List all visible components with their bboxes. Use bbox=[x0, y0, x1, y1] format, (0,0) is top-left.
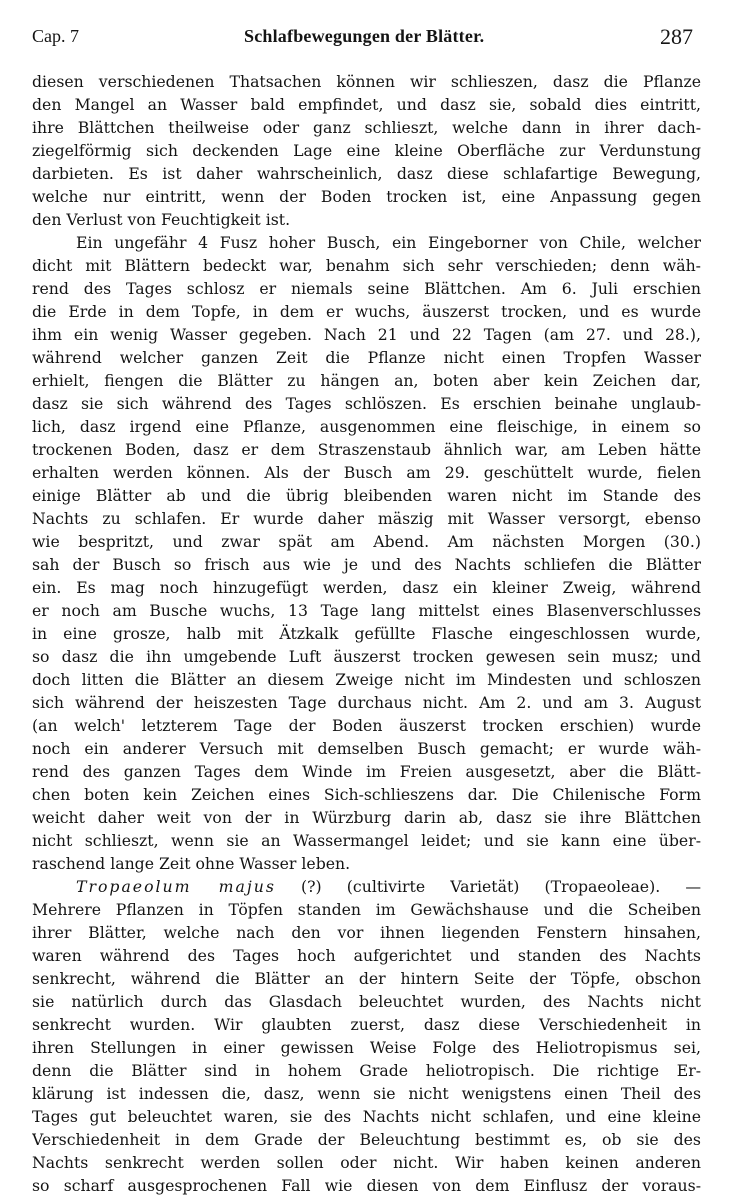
text-line: lich, dasz irgend eine Pflanze, ausgenommen eine fleischige, in einem so bbox=[32, 417, 701, 436]
page-number: 287 bbox=[660, 24, 693, 49]
text-line: rend des Tages schlosz er niemals seine Blättchen. Am 6. Juli erschien bbox=[32, 279, 701, 298]
text-line: ihre Blättchen theilweise oder ganz schlieszt, welche dann in ihrer dach- bbox=[32, 118, 701, 137]
text-line: ihrer Blätter, welche nach den vor ihnen liegenden Fenstern hinsahen, bbox=[32, 923, 701, 942]
text-line: Tages gut beleuchtet waren, sie des Nachts nicht schlafen, und eine kleine bbox=[32, 1107, 701, 1126]
text-line: ihren Stellungen in einer gewissen Weise Folge des Heliotropismus sei, bbox=[32, 1038, 701, 1057]
text-line: sich während der heiszesten Tage durchaus nicht. Am 2. und am 3. August bbox=[32, 693, 701, 712]
text-line: rend des ganzen Tages dem Winde im Freien ausgesetzt, aber die Blätt- bbox=[32, 762, 701, 781]
text-line: Verschiedenheit in dem Grade der Beleuchtung bestimmt es, ob sie des bbox=[32, 1130, 701, 1149]
text-line: Nachts senkrecht werden sollen oder nicht. Wir haben keinen anderen bbox=[32, 1153, 701, 1172]
text-line: Nachts zu schlafen. Er wurde daher mäszig mit Wasser versorgt, ebenso bbox=[32, 509, 701, 528]
text-line: in eine grosze, halb mit Ätzkalk gefüllte Flasche eingeschlossen wurde, bbox=[32, 624, 701, 643]
text-line: sah der Busch so frisch aus wie je und des Nachts schliefen die Blätter bbox=[32, 555, 701, 574]
text-line: wie bespritzt, und zwar spät am Abend. Am nächsten Morgen (30.) bbox=[32, 532, 701, 551]
text-line: darbieten. Es ist daher wahrscheinlich, dasz diese schlafartige Bewegung, bbox=[32, 164, 701, 183]
text-line: er noch am Busche wuchs, 13 Tage lang mittelst eines Blasenverschlusses bbox=[32, 601, 701, 620]
species-details: (?) (cultivirte Varietät) (Tropaeoleae). — bbox=[275, 877, 701, 896]
text-line: doch litten die Blätter an diesem Zweige nicht im Mindesten und schloszen bbox=[32, 670, 701, 689]
page-header bbox=[32, 22, 701, 54]
text-line: (an welch' letzterem Tage der Boden äuszerst trocken erschien) wurde bbox=[32, 716, 701, 735]
tropaeolum-heading-line bbox=[32, 875, 701, 898]
text-line: weicht daher weit von der in Würzburg darin ab, dasz sie ihre Blättchen bbox=[32, 808, 701, 827]
text-line: noch ein anderer Versuch mit demselben Busch gemacht; er wurde wäh- bbox=[32, 739, 701, 758]
text-line: raschend lange Zeit ohne Wasser leben. bbox=[32, 854, 351, 873]
text-line: Ein ungefähr 4 Fusz hoher Busch, ein Eingeborner von Chile, welcher bbox=[76, 233, 701, 252]
text-line: den Mangel an Wasser bald empfindet, und dasz sie, sobald dies eintritt, bbox=[32, 95, 701, 114]
text-line: welche nur eintritt, wenn der Boden trocken ist, eine Anpassung gegen bbox=[32, 187, 701, 206]
text-line: ein. Es mag noch hinzugefügt werden, dasz ein kleiner Zweig, während bbox=[32, 578, 701, 597]
species-name: Tropaeolum majus bbox=[76, 877, 276, 896]
text-line: chen boten kein Zeichen eines Sich-schlieszens dar. Die Chilenische Form bbox=[32, 785, 701, 804]
text-line: während welcher ganzen Zeit die Pflanze nicht einen Tropfen Wasser bbox=[32, 348, 701, 367]
text-line: Mehrere Pflanzen in Töpfen standen im Gewächshause und die Scheiben bbox=[32, 900, 701, 919]
text-line: erhalten werden können. Als der Busch am 29. geschüttelt wurde, fielen bbox=[32, 463, 701, 482]
text-line: senkrecht wurden. Wir glaubten zuerst, dasz diese Verschiedenheit in bbox=[32, 1015, 701, 1034]
text-line: ziegelförmig sich deckenden Lage eine kleine Oberfläche zur Verdunstung bbox=[32, 141, 701, 160]
text-line: nicht schlieszt, wenn sie an Wassermangel leidet; und sie kann eine über- bbox=[32, 831, 701, 850]
chapter-label: Cap. 7 bbox=[32, 26, 79, 46]
text-line: senkrecht, während die Blätter an der hintern Seite der Töpfe, obschon bbox=[32, 969, 701, 988]
text-line: dasz sie sich während des Tages schlöszen. Es erschien beinahe unglaub- bbox=[32, 394, 701, 413]
text-line: so dasz die ihn umgebende Luft äuszerst trocken gewesen sein musz; und bbox=[32, 647, 701, 666]
text-line: klärung ist indessen die, dasz, wenn sie nicht wenigstens einen Theil des bbox=[32, 1084, 701, 1103]
text-line: sie natürlich durch das Glasdach beleuchtet wurden, des Nachts nicht bbox=[32, 992, 701, 1011]
text-line: dicht mit Blättern bedeckt war, benahm sich sehr verschieden; denn wäh- bbox=[32, 256, 701, 275]
text-line: diesen verschiedenen Thatsachen können wir schlieszen, dasz die Pflanze bbox=[32, 72, 701, 91]
text-line: waren während des Tages hoch aufgerichtet und standen des Nachts bbox=[32, 946, 701, 965]
text-line: den Verlust von Feuchtigkeit ist. bbox=[32, 210, 291, 229]
running-title: Schlafbewegungen der Blätter. bbox=[244, 26, 485, 46]
text-line: einige Blätter ab und die übrig bleibenden waren nicht im Stande des bbox=[32, 486, 701, 505]
text-line: ihm ein wenig Wasser gegeben. Nach 21 und 22 Tagen (am 27. und 28.), bbox=[32, 325, 701, 344]
body-text bbox=[32, 70, 701, 1197]
text-line: die Erde in dem Topfe, in dem er wuchs, äuszerst trocken, und es wurde bbox=[32, 302, 701, 321]
text-line: trockenen Boden, dasz er dem Straszenstaub ähnlich war, am Leben hätte bbox=[32, 440, 701, 459]
text-line: denn die Blätter sind in hohem Grade heliotropisch. Die richtige Er- bbox=[32, 1061, 701, 1080]
text-line: erhielt, fiengen die Blätter zu hängen an, boten aber kein Zeichen dar, bbox=[32, 371, 701, 390]
text-line: so scharf ausgesprochenen Fall wie diesen von dem Einflusz der voraus- bbox=[32, 1176, 701, 1195]
